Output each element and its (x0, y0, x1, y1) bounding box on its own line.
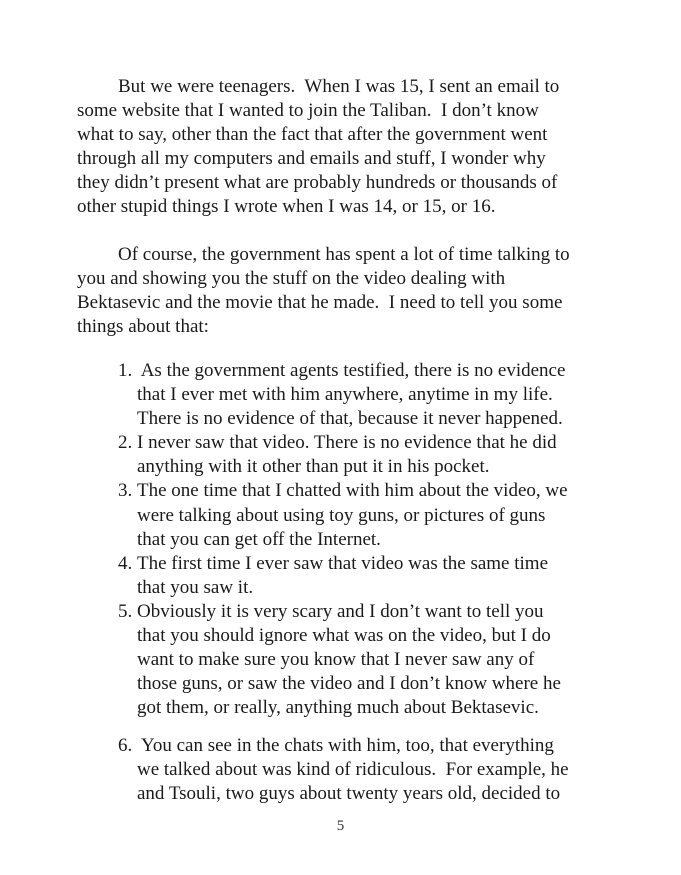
list-line: The first time I ever saw that video was the same time (137, 552, 549, 574)
list-line: want to make sure you know that I never saw any of (137, 649, 535, 671)
list-line: You can see in the chats with him, too, that everything (137, 735, 554, 756)
list-item-4 (118, 552, 618, 600)
list-line: There is no evidence of that, because it never happened. (137, 408, 563, 430)
paragraph-line: But we were teenagers. When I was 15, I sent an email to (118, 76, 560, 97)
list-item-2 (118, 431, 618, 479)
list-line: that you should ignore what was on the video, but I do (137, 625, 551, 647)
paragraph-line: other stupid things I wrote when I was 14, or 15, or 16. (77, 196, 496, 218)
page-number: 5 (336, 818, 345, 834)
list-line: and Tsouli, two guys about twenty years old, decided to (137, 783, 561, 805)
list-line: got them, or really, anything much about Bektasevic. (137, 697, 539, 719)
numbered-list-continued (118, 734, 618, 806)
list-number: 2. (118, 432, 133, 454)
paragraph-government-video (77, 243, 617, 339)
list-line: Obviously it is very scary and I don’t want to tell you (137, 600, 544, 622)
paragraph-line: they didn’t present what are probably hundreds or thousands of (77, 172, 558, 194)
list-line: we talked about was kind of ridiculous. For example, he (137, 759, 569, 781)
paragraph-line: things about that: (77, 316, 209, 338)
list-line: that I ever met with him anywhere, anytime in my life. (137, 384, 553, 406)
list-line: were talking about using toy guns, or pictures of guns (137, 504, 546, 526)
list-item-1 (118, 359, 618, 431)
paragraph-line: what to say, other than the fact that after the government went (77, 124, 548, 146)
list-line: that you saw it. (137, 576, 254, 598)
list-number: 6. (118, 735, 133, 756)
list-number: 5. (118, 600, 133, 622)
list-number: 1. (118, 360, 133, 381)
paragraph-teenagers (77, 75, 617, 220)
paragraph-line: some website that I wanted to join the Taliban. I don’t know (77, 100, 539, 122)
paragraph-line: Bektasevic and the movie that he made. I need to tell you some (77, 292, 563, 314)
list-line: I never saw that video. There is no evidence that he did (137, 432, 557, 454)
paragraph-line: Of course, the government has spent a lot of time talking to (118, 244, 570, 265)
paragraph-line: through all my computers and emails and stuff, I wonder why (77, 148, 546, 170)
list-line: that you can get off the Internet. (137, 528, 381, 550)
list-number: 4. (118, 552, 133, 574)
list-line: As the government agents testified, there is no evidence (137, 360, 566, 381)
list-line: anything with it other than put it in his pocket. (137, 456, 490, 478)
numbered-list (118, 359, 618, 720)
list-line: The one time that I chatted with him about the video, we (137, 480, 568, 502)
list-item-6 (118, 734, 618, 806)
list-line: those guns, or saw the video and I don’t know where he (137, 673, 561, 695)
list-number: 3. (118, 480, 133, 502)
list-item-5 (118, 600, 618, 720)
list-item-3 (118, 479, 618, 551)
paragraph-line: you and showing you the stuff on the video dealing with (77, 268, 506, 290)
